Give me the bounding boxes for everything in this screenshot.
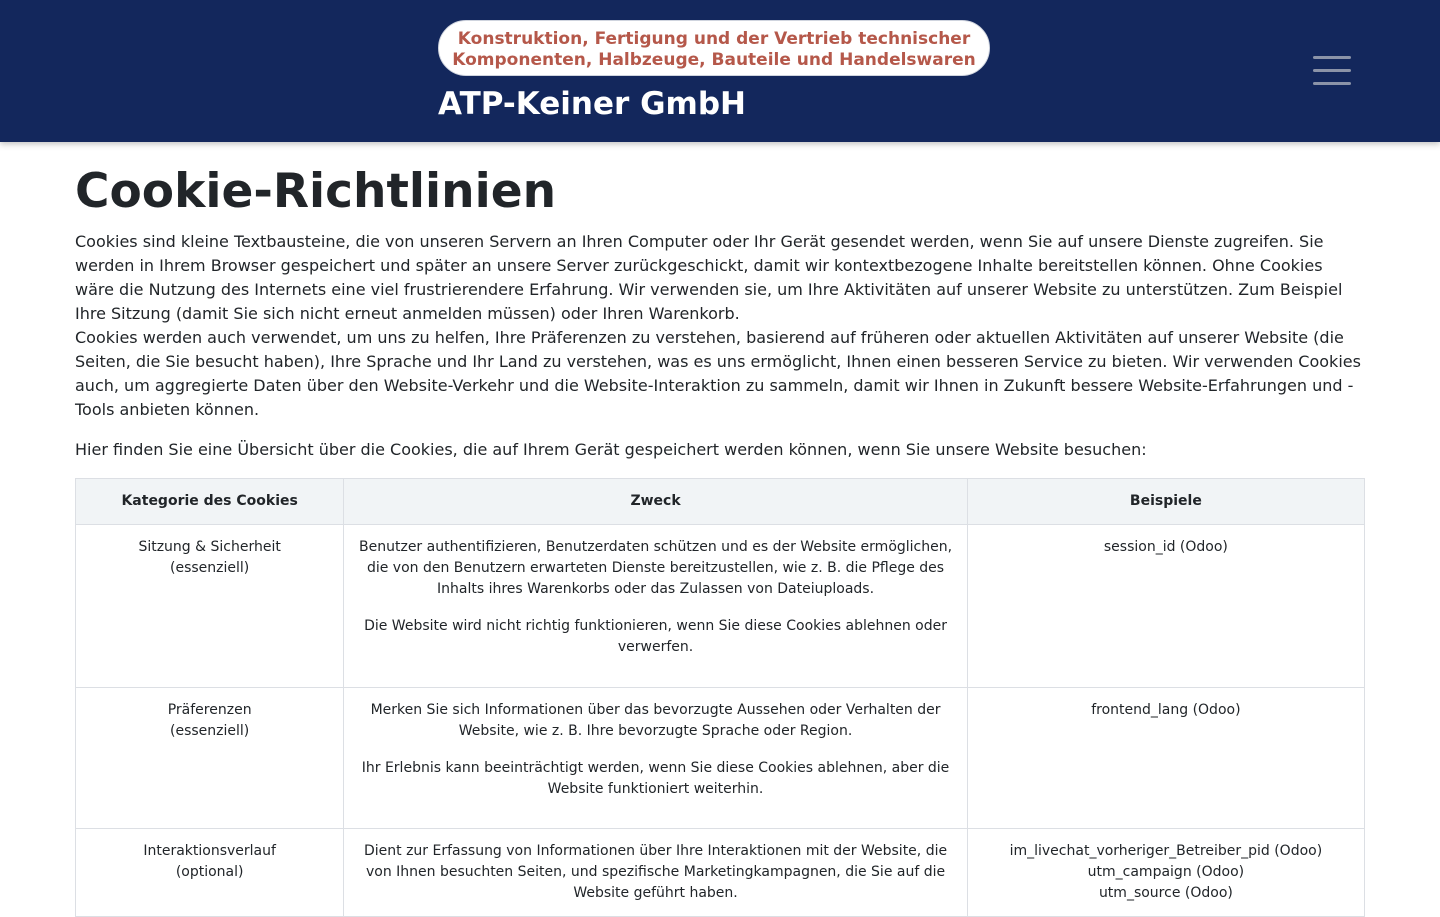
tagline-line-2: Komponenten, Halbzeuge, Bauteile und Handelswaren <box>452 50 976 70</box>
cell-examples <box>967 688 1364 829</box>
cookie-table <box>75 478 1365 917</box>
header-purpose: Zweck <box>344 479 967 525</box>
cell-purpose <box>344 688 967 829</box>
category-name: Präferenzen <box>167 702 252 718</box>
purpose-text: Merken Sie sich Informationen über das bevorzugte Aussehen oder Verhalten der Website, wie z. B. Ihre bevorzugte Sprache oder Region. <box>370 702 941 739</box>
company-tagline <box>438 20 990 76</box>
intro-paragraph-2: Cookies werden auch verwendet, um uns zu helfen, Ihre Präferenzen zu verstehen, basierend auf früheren oder aktuellen Aktivitäten auf unserer Website (die Seiten, die Sie besucht haben), Ihre Sprache und Ihr Land zu verstehen, was es uns ermöglicht, Ihnen einen besseren Service zu bieten. Wir verwenden Cookies auch, um aggregierte Daten über den Website-Verkehr und die Website-Interaktion zu sammeln, damit wir Ihnen in Zukunft bessere Website-Erfahrungen und -Tools anbieten können. <box>75 328 1361 419</box>
example-item: session_id (Odoo) <box>1103 539 1228 555</box>
table-row <box>76 829 1365 917</box>
intro-paragraph-1: Cookies sind kleine Textbausteine, die von unseren Servern an Ihren Computer oder Ihr Gerät gesendet werden, wenn Sie auf unsere Dienste zugreifen. Sie werden in Ihrem Browser gespeichert und später an unsere Server zurückgeschickt, damit wir kontextbezogene Inhalte bereitstellen können. Ohne Cookies wäre die Nutzung des Internets eine viel frustrierendere Erfahrung. Wir verwenden sie, um Ihre Aktivitäten auf unserer Website zu unterstützen. Zum Beispiel Ihre Sitzung (damit Sie sich nicht erneut anmelden müssen) oder Ihren Warenkorb. <box>75 232 1343 323</box>
header-category: Kategorie des Cookies <box>76 479 344 525</box>
menu-bar-middle <box>1313 69 1351 72</box>
overview-text: Hier finden Sie eine Übersicht über die Cookies, die auf Ihrem Gerät gespeichert werden können, wenn Sie unsere Website besuchen: <box>75 440 1147 459</box>
example-item: frontend_lang (Odoo) <box>1091 702 1241 718</box>
cell-purpose <box>344 829 967 917</box>
table-row <box>76 525 1365 688</box>
cell-examples <box>967 829 1364 917</box>
example-item: im_livechat_vorheriger_Betreiber_pid (Odoo) <box>1009 843 1323 859</box>
cell-purpose <box>344 525 967 688</box>
category-name: Sitzung & Sicherheit <box>138 539 281 555</box>
purpose-note: Ihr Erlebnis kann beeinträchtigt werden, wenn Sie diese Cookies ablehnen, aber die Website funktioniert weiterhin. <box>361 760 950 797</box>
category-note: (essenziell) <box>170 560 250 576</box>
menu-bar-top <box>1313 56 1351 59</box>
main-content <box>75 142 1365 917</box>
category-note: (essenziell) <box>170 723 250 739</box>
cell-category <box>76 525 344 688</box>
tagline-line-1: Konstruktion, Fertigung und der Vertrieb technischer <box>457 29 971 49</box>
example-item: utm_source (Odoo) <box>1098 885 1233 901</box>
hamburger-menu-icon[interactable] <box>1306 50 1358 92</box>
category-note: (optional) <box>175 864 244 880</box>
purpose-note: Die Website wird nicht richtig funktionieren, wenn Sie diese Cookies ablehnen oder verwerfen. <box>364 618 947 655</box>
example-item: utm_campaign (Odoo) <box>1087 864 1245 880</box>
cell-category <box>76 688 344 829</box>
header-examples: Beispiele <box>967 479 1364 525</box>
page-title: Cookie-Richtlinien <box>75 164 557 219</box>
cell-category <box>76 829 344 917</box>
purpose-text: Benutzer authentifizieren, Benutzerdaten schützen und es der Website ermöglichen, die von den Benutzern erwarteten Dienste bereitzustellen, wie z. B. die Pflege des Inhalts ihres Warenkorbs oder das Zulassen von Dateiuploads. <box>359 539 953 597</box>
category-name: Interaktionsverlauf <box>143 843 276 859</box>
table-row <box>76 688 1365 829</box>
table-header-row <box>76 479 1365 525</box>
brand-logo-link[interactable]: ATP-Keiner GmbH <box>438 86 746 122</box>
top-navbar <box>0 0 1440 142</box>
purpose-text: Dient zur Erfassung von Informationen über Ihre Interaktionen mit der Website, die von Ihnen besuchten Seiten, und spezifische Marketingkampagnen, die Sie auf die Website geführt haben. <box>363 843 948 901</box>
menu-bar-bottom <box>1313 82 1351 85</box>
cell-examples <box>967 525 1364 688</box>
